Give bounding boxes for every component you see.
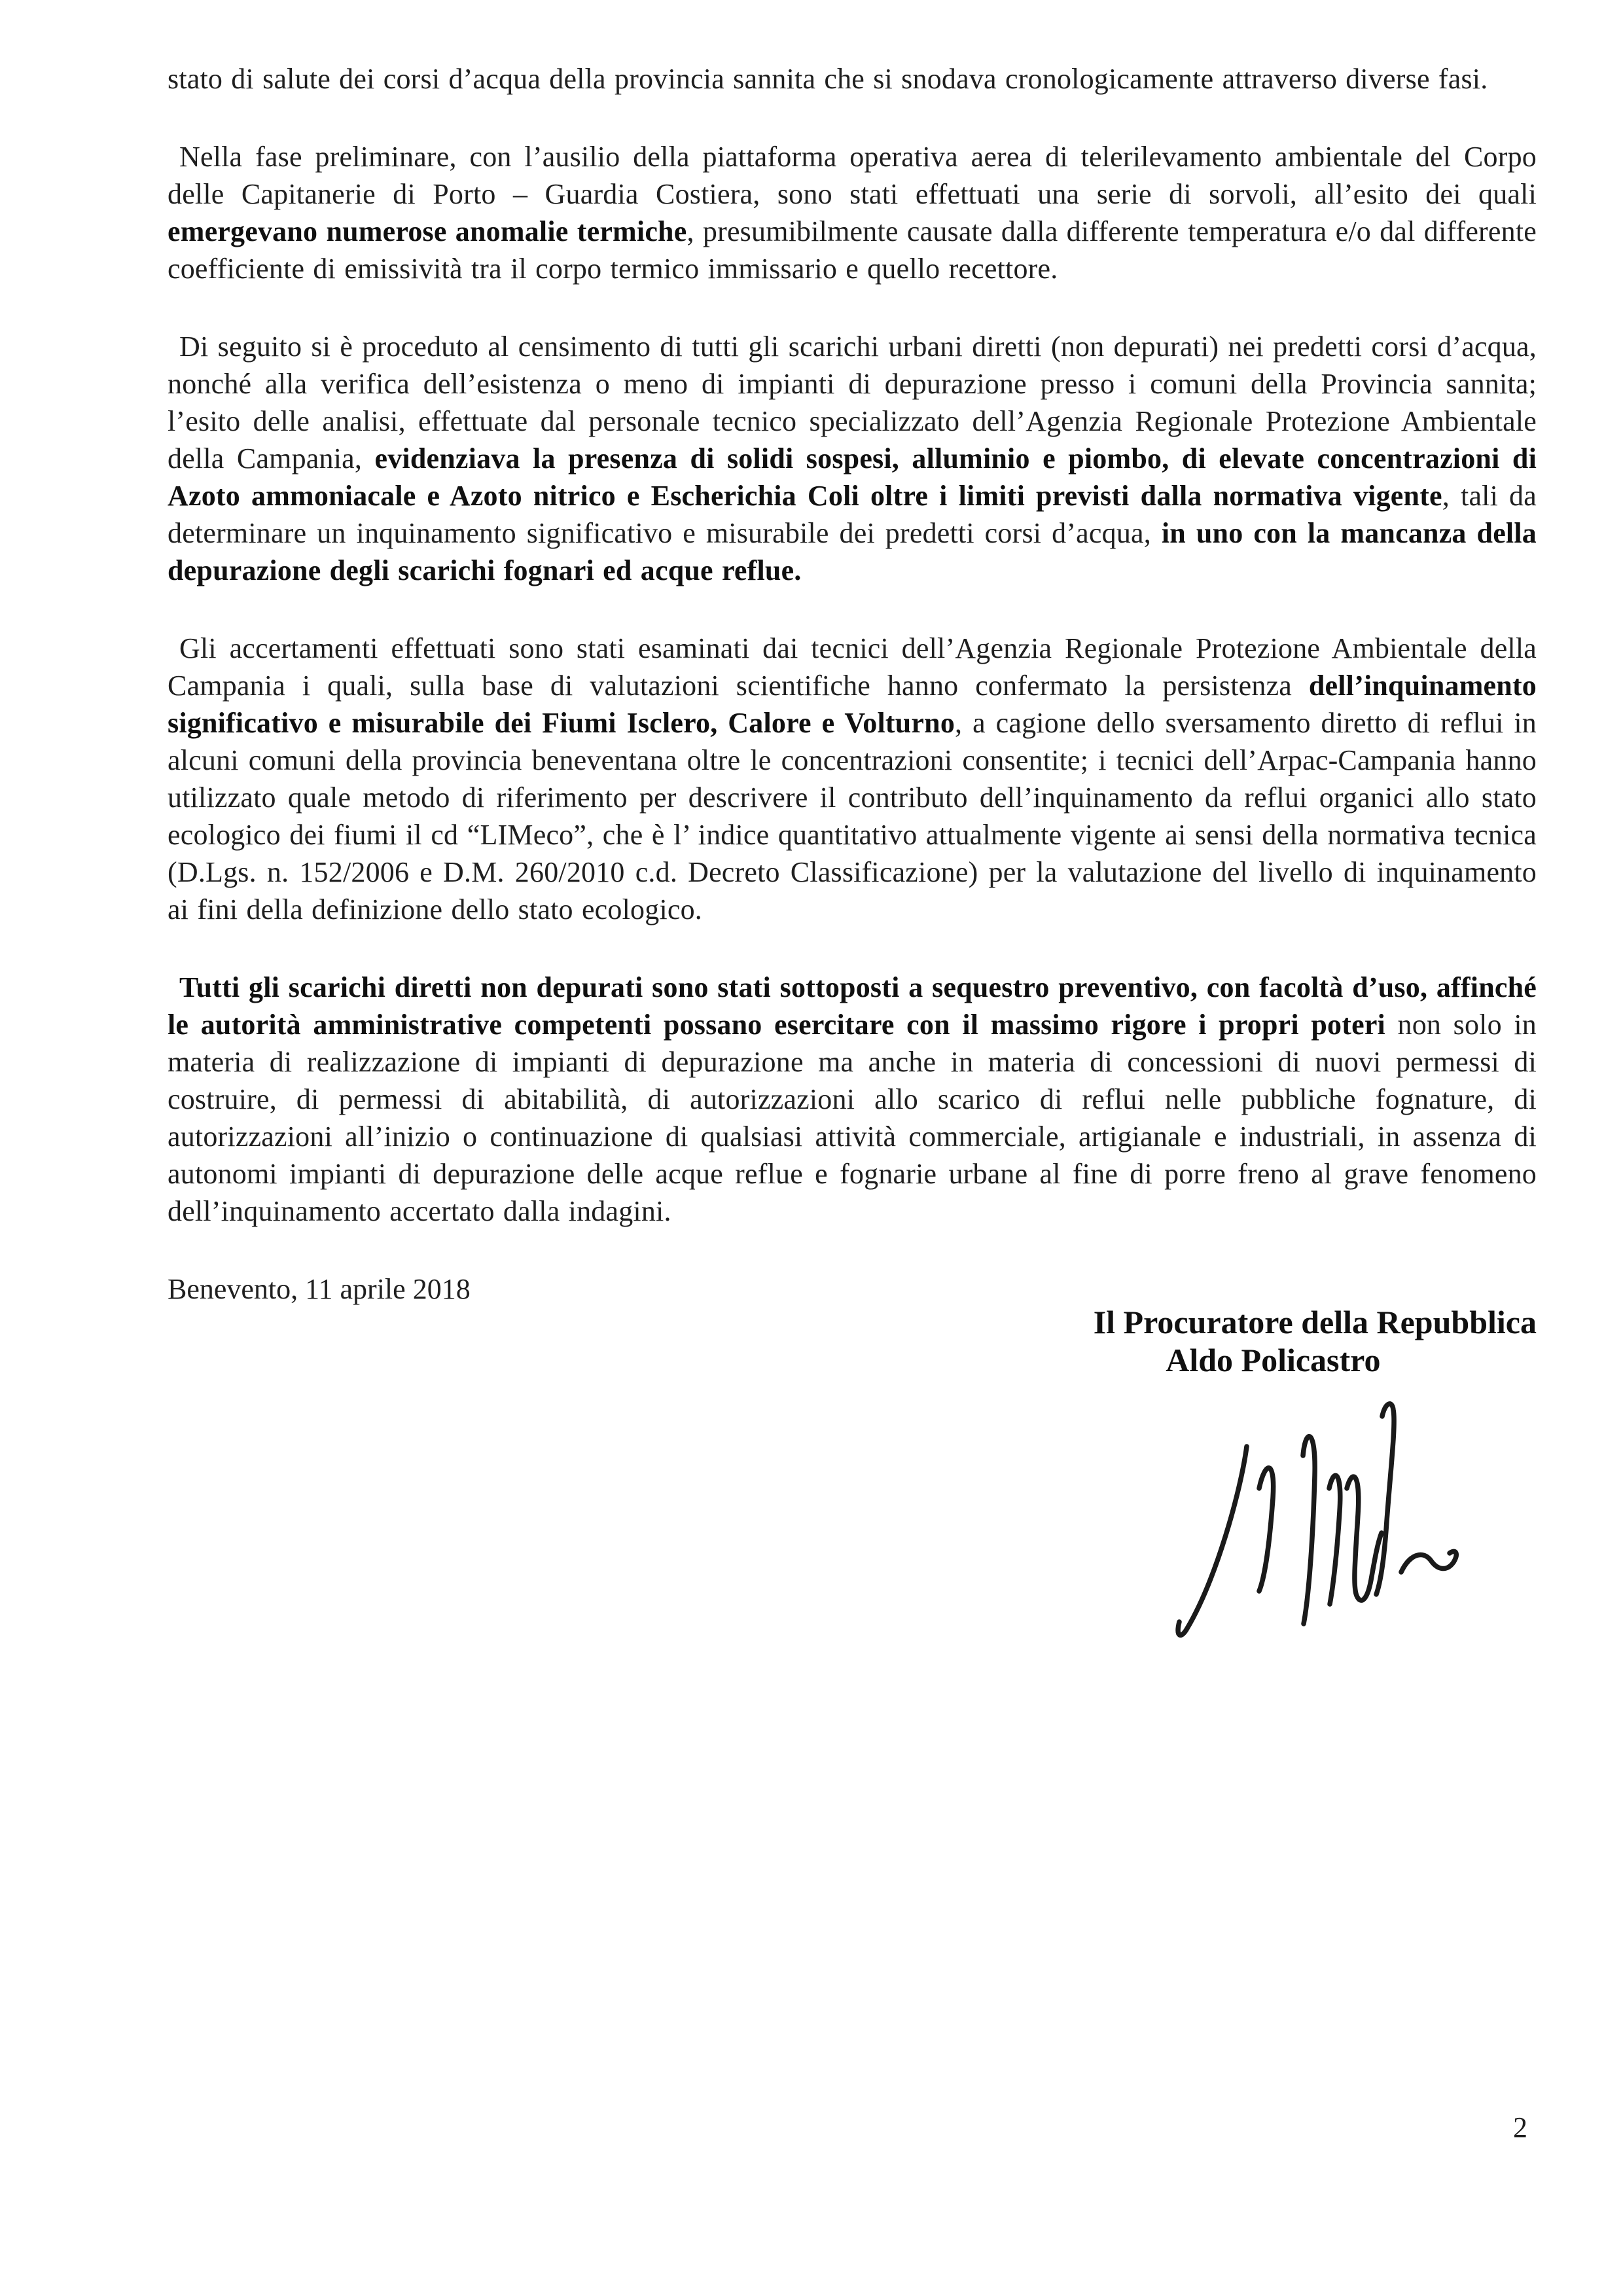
paragraph	[168, 328, 1537, 589]
text-run: Di seguito si è proceduto al censimento di tutti gli scarichi urbani diretti (non depurati) nei predetti corsi d’acqua, nonché alla verifica dell’esistenza o meno di impianti di depurazione presso i comuni della Provincia sannita; l’esito delle analisi, effettuate dal personale tecnico specializzato dell’Agenzia Regionale Protezione Ambientale della Campania,	[168, 331, 1537, 475]
text-run: emergevano numerose anomalie termiche	[168, 215, 687, 247]
paragraph	[168, 630, 1537, 928]
text-run: Gli accertamenti effettuati sono stati esaminati dai tecnici dell’Agenzia Regionale Protezione Ambientale della Campania i quali, sulla base di valutazioni scientifiche hanno confermato la persistenza	[168, 632, 1537, 702]
text-run: , tali da determinare un inquinamento significativo e misurabile dei predetti corsi d’acqua,	[168, 480, 1537, 549]
text-run: in uno con la mancanza della depurazione degli scarichi fognari ed acque reflue.	[168, 517, 1537, 586]
text-run: non solo in materia di realizzazione di impianti di depurazione ma anche in materia di concessioni di nuovi permessi di costruire, di permessi di abitabilità, di autorizzazioni allo scarico di reflui nelle pubbliche fognature, di autorizzazioni all’inizio o continuazione di qualsiasi attività commerciale, artigianale e industriali, in assenza di autonomi impianti di depurazione delle acque reflue e fognarie urbane al fine di porre freno al grave fenomeno dell’inquinamento accertato dalla indagini.	[168, 1009, 1537, 1227]
paragraph	[168, 138, 1537, 287]
text-run: , a cagione dello sversamento diretto di reflui in alcuni comuni della provincia beneventana oltre le concentrazioni consentite; i tecnici dell’Arpac-Campania hanno utilizzato quale metodo di riferimento per descrivere il contributo dell’inquinamento da reflui organici allo stato ecologico dei fiumi il cd “LIMeco”, che è l’ indice quantitativo attualmente vigente ai sensi della normativa tecnica (D.Lgs. n. 152/2006 e D.M. 260/2010 c.d. Decreto Classificazione) per la valutazione del livello di inquinamento ai fini della definizione dello stato ecologico.	[168, 707, 1537, 925]
signer-role: Il Procuratore della Repubblica	[1093, 1304, 1537, 1340]
document-body	[168, 60, 1537, 1230]
text-run: evidenziava la presenza di solidi sospesi, alluminio e piombo, di elevate concentrazioni di Azoto ammoniacale e Azoto nitrico e Escherichia Coli oltre i limiti previsti dalla normativa vigente	[168, 442, 1537, 512]
text-run: , presumibilmente causate dalla differente temperatura e/o dal differente coefficiente di emissività tra il corpo termico immissario e quello recettore.	[168, 215, 1537, 285]
signer-name: Aldo Policastro	[1166, 1342, 1381, 1378]
paragraph	[168, 60, 1537, 98]
place-date-line: Benevento, 11 aprile 2018	[168, 1273, 471, 1305]
paragraph	[168, 969, 1537, 1230]
signature-block	[1094, 1303, 1537, 1379]
closing-block	[168, 1270, 1537, 1379]
text-run: Nella fase preliminare, con l’ausilio della piattaforma operativa aerea di telerilevamento ambientale del Corpo delle Capitanerie di Porto – Guardia Costiera, sono stati effettuati una serie di sorvoli, all’esito dei quali	[168, 141, 1537, 210]
text-run: dell’inquinamento significativo e misurabile dei Fiumi Isclero, Calore e Volturno	[168, 670, 1537, 739]
page-number: 2	[1513, 2111, 1527, 2144]
text-run: stato di salute dei corsi d’acqua della provincia sannita che si snodava cronologicamente attraverso diverse fasi.	[168, 63, 1488, 95]
handwritten-signature-icon	[1169, 1389, 1483, 1657]
document-content	[168, 60, 1537, 1379]
text-run: Tutti gli scarichi diretti non depurati sono stati sottoposti a sequestro preventivo, con facoltà d’uso, affinché le autorità amministrative competenti possano esercitare con il massimo rigore i propri poteri	[168, 971, 1537, 1041]
